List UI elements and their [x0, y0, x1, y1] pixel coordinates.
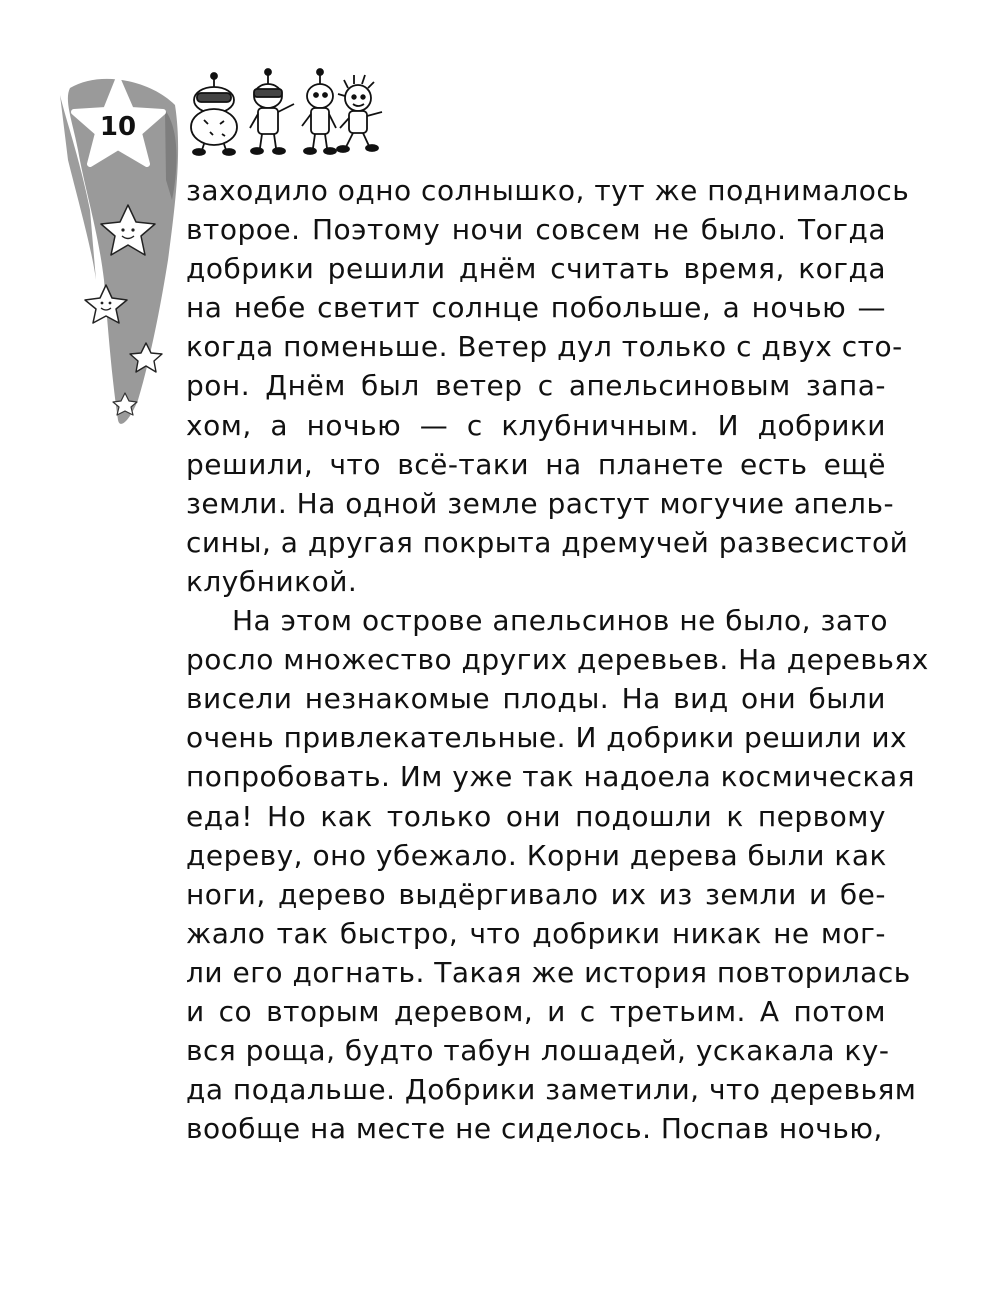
text-line: вообще на месте не сиделось. Поспав ночью,	[186, 1112, 883, 1146]
text-line: попробовать. Им уже так надоела космическая	[186, 760, 915, 794]
boy-character-icon	[337, 75, 382, 152]
text-line: жало так быстро, что добрики никак не мог-	[186, 916, 886, 950]
text-line: и со вторым деревом, и с третьим. А потом	[186, 994, 886, 1028]
text-line: ноги, дерево выдёргивало их из земли и бе-	[186, 877, 886, 911]
robot-character-icon	[302, 69, 336, 154]
text-line: рон. Днём был ветер с апельсиновым запа-	[186, 369, 886, 403]
robot-character-icon	[191, 73, 237, 155]
text-line: клубникой.	[186, 564, 358, 598]
text-line: на небе светит солнце побольше, а ночью —	[186, 291, 886, 325]
text-line: решили, что всё-таки на планете есть ещё	[186, 447, 886, 481]
text-line: росло множество других деревьев. На деревьях	[186, 643, 929, 677]
page-number: 10	[99, 112, 137, 142]
text-line: второе. Поэтому ночи совсем не было. Тогда	[186, 213, 886, 247]
text-line: дереву, оно убежало. Корни дерева были как	[186, 838, 887, 872]
text-line: висели незнакомые плоды. На вид они были	[186, 682, 886, 716]
text-line: ли его догнать. Такая же история повторилась	[186, 955, 911, 989]
text-line: да подальше. Добрики заметили, что деревьям	[186, 1073, 917, 1107]
text-line: еда! Но как только они подошли к первому	[186, 799, 886, 833]
text-line: земли. На одной земле растут могучие апель-	[186, 486, 895, 520]
paragraph	[186, 601, 929, 1148]
text-line: сины, а другая покрыта дремучей развесистой	[186, 525, 909, 559]
paragraph	[186, 171, 910, 601]
text-line: вся роща, будто табун лошадей, ускакала ку-	[186, 1034, 890, 1068]
robot-character-icon	[250, 69, 294, 154]
page-body-text	[186, 171, 929, 1148]
text-line: хом, а ночью — с клубничным. И добрики	[186, 408, 886, 442]
text-line: очень привлекательные. И добрики решили их	[186, 721, 908, 755]
text-line: добрики решили днём считать время, когда	[186, 252, 886, 286]
text-line: когда поменьше. Ветер дул только с двух сто-	[186, 330, 903, 364]
text-line: заходило одно солнышко, тут же поднималось	[186, 174, 910, 207]
text-line: На этом острове апельсинов не было, зато	[232, 604, 888, 638]
